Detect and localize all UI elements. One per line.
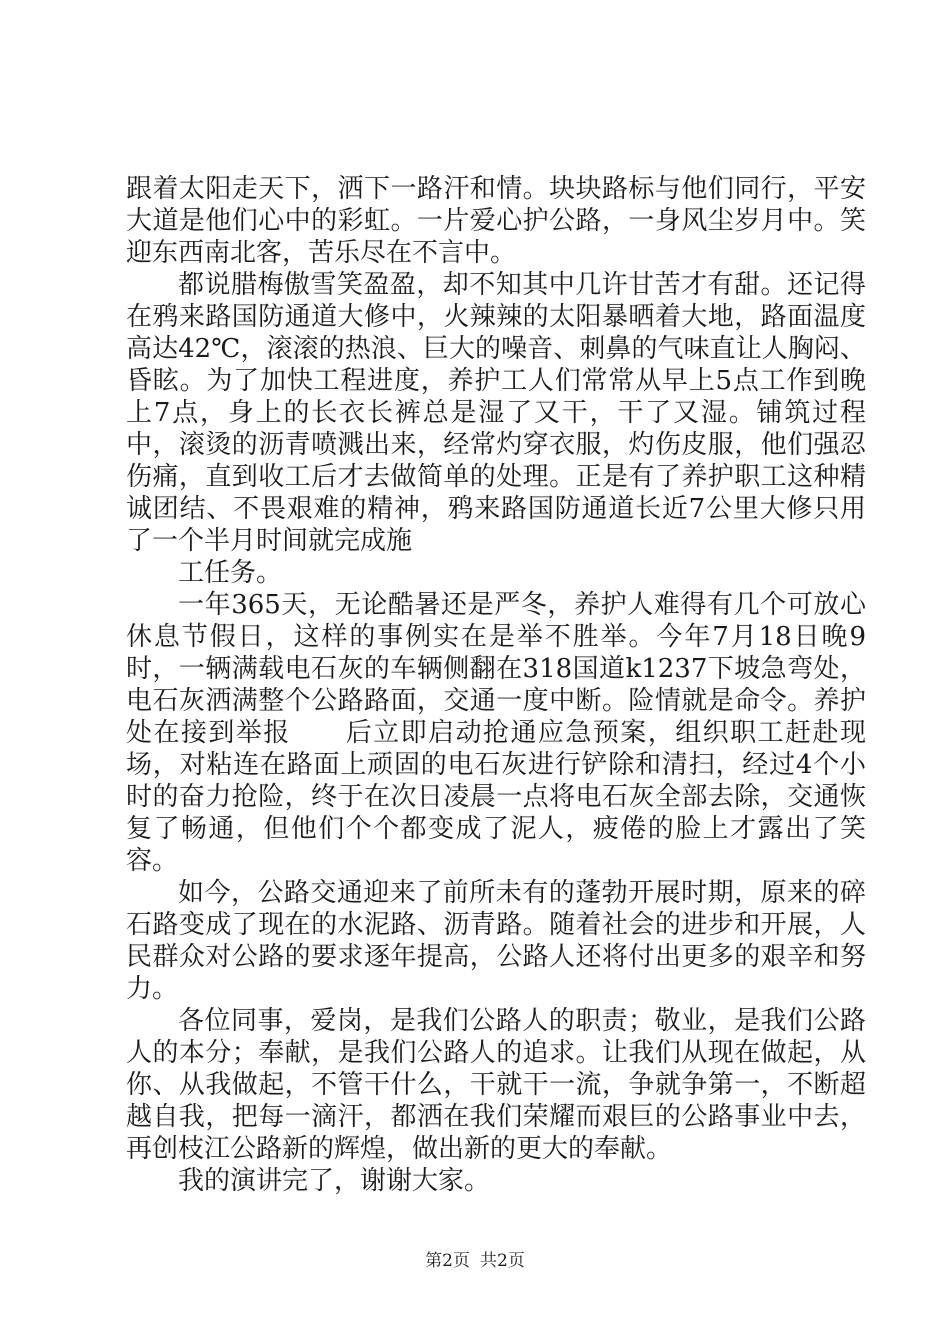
- paragraph-7: 我的演讲完了，谢谢大家。: [178, 1166, 491, 1196]
- paragraph-4: 一年365天，无论酷暑还是严冬，养护人难得有几个可放心休息节假日，这样的事例实在是举不胜举。今年7月18日晚9时，一辆满载电石灰的车辆侧翻在318国道k1237下坡急弯处，电石灰洒满整个公路路面，交通一度中断。险情就是命令。养护处在接到举报 后立即启动抢通应急预案，组织职工赶赴现场，对粘连在路面上顽固的电石灰进行铲除和清扫，经过4个小时的奋力抢险，终于在次日凌晨一点将电石灰全部去除，交通恢复了畅通，但他们个个都变成了泥人，疲倦的脸上才露出了笑容。: [126, 590, 866, 876]
- paragraph-2: 都说腊梅傲雪笑盈盈，却不知其中几许甘苦才有甜。还记得在鸦来路国防通道大修中，火辣辣的太阳暴晒着大地，路面温度高达42℃，滚滚的热浪、巨大的噪音、刺鼻的气味直让人胸闷、昏眩。为了加快工程进度，养护工人们常常从早上5点工作到晚上7点，身上的长衣长裤总是湿了又干，干了又湿。铺筑过程中，滚烫的沥青喷溅出来，经常灼穿衣服，灼伤皮服，他们强忍伤痛，直到收工后才去做简单的处理。正是有了养护职工这种精诚团结、不畏艰难的精神，鸦来路国防通道长近7公里大修只用了一个半月时间就完成施: [126, 270, 866, 556]
- paragraph-3: 工任务。: [178, 558, 283, 588]
- paragraph-6: 各位同事，爱岗，是我们公路人的职责；敬业，是我们公路人的本分；奉献，是我们公路人的追求。让我们从现在做起，从你、从我做起，不管干什么，干就干一流，争就争第一，不断超越自我，把每一滴汗，都洒在我们荣耀而艰巨的公路事业中去，再创枝江公路新的辉煌，做出新的更大的奉献。: [126, 1006, 866, 1164]
- page-footer: [0, 1246, 950, 1271]
- document-body: [126, 173, 866, 1197]
- page-total: 共2页: [480, 1251, 525, 1271]
- paragraph-5: 如今，公路交通迎来了前所未有的蓬勃开展时期，原来的碎石路变成了现在的水泥路、沥青路。随着社会的进步和开展，人民群众对公路的要求逐年提高，公路人还将付出更多的艰辛和努力。: [126, 878, 866, 1004]
- page-number: 第2页: [425, 1251, 470, 1271]
- paragraph-1: 跟着太阳走天下，洒下一路汗和情。块块路标与他们同行，平安大道是他们心中的彩虹。一片爱心护公路，一身风尘岁月中。笑迎东西南北客，苦乐尽在不言中。: [126, 174, 866, 268]
